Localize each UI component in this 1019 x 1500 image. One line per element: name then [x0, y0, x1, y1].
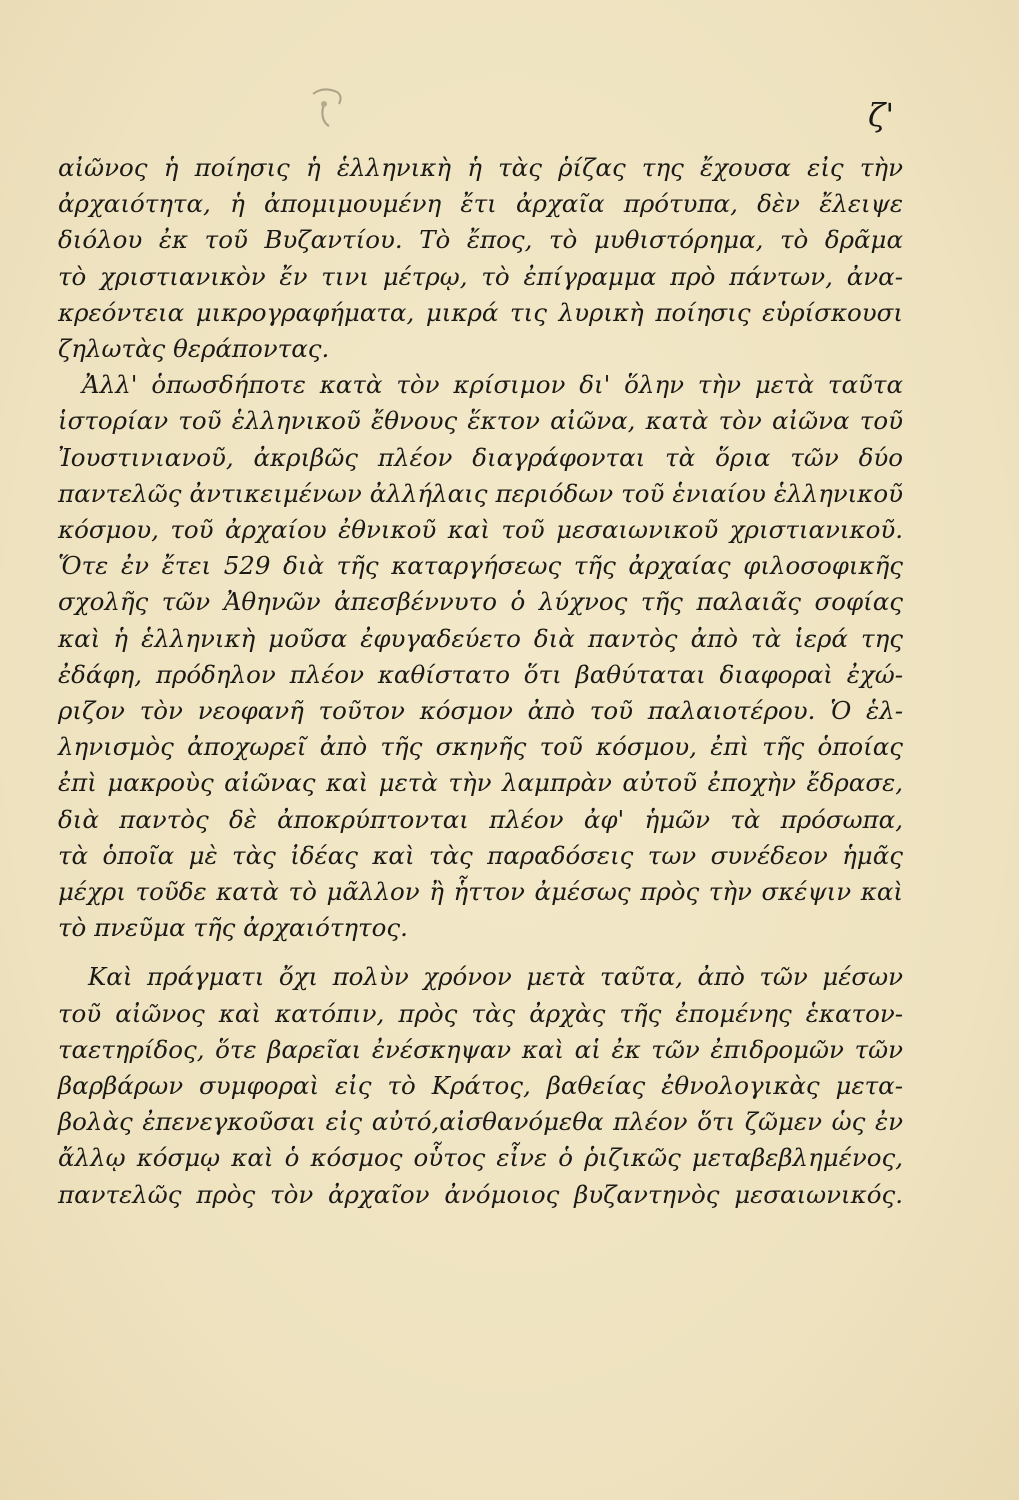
text-line: ἐπὶ μακροὺς αἰῶνας καὶ μετὰ τὴν λαμπρὰν αὐτοῦ ἐποχὴν ἔδρασε,	[58, 768, 903, 798]
text-line: τοῦ αἰῶνος καὶ κατόπιν, πρὸς τὰς ἀρχὰς τῆς ἐπομένης ἑκατον-	[58, 998, 903, 1028]
text-line: σχολῆς τῶν Ἀθηνῶν ἀπεσβέννυτο ὁ λύχνος τῆς παλαιᾶς σοφίας	[58, 587, 903, 617]
text-line: ἐδάφη, πρόδηλον πλέον καθίστατο ὅτι βαθύταται διαφοραὶ ἐχώ-	[58, 659, 903, 689]
text-line: Ἀλλ' ὁπωσδήποτε κατὰ τὸν κρίσιμον δι' ὅλην τὴν μετὰ ταῦτα	[82, 370, 903, 400]
text-line: τὸ πνεῦμα τῆς ἀρχαιότητος.	[58, 913, 408, 943]
body-text	[58, 150, 903, 1213]
text-line: ταετηρίδος, ὅτε βαρεῖαι ἐνέσκηψαν καὶ αἱ ἐκ τῶν ἐπιδρομῶν τῶν	[58, 1034, 903, 1064]
text-line: βολὰς ἐπενεγκοῦσαι εἰς αὐτό,αἰσθανόμεθα πλέον ὅτι ζῶμεν ὡς ἐν	[58, 1107, 903, 1137]
text-line: αἰῶνος ἡ ποίησις ἡ ἑλληνικὴ ἡ τὰς ῥίζας της ἔχουσα εἰς τὴν	[58, 153, 903, 182]
text-line: ζηλωτὰς θεράποντας.	[58, 334, 330, 364]
text-line: βαρβάρων συμφοραὶ εἰς τὸ Κράτος, βαθείας ἐθνολογικὰς μετα-	[58, 1071, 903, 1101]
text-line: παντελῶς ἀντικειμένων ἀλλήλαις περιόδων τοῦ ἑνιαίου ἑλληνικοῦ	[58, 478, 903, 508]
text-line: ριζον τὸν νεοφανῆ τοῦτον κόσμον ἀπὸ τοῦ παλαιοτέρου. Ὁ ἑλ-	[58, 696, 903, 726]
text-line: ληνισμὸς ἀποχωρεῖ ἀπὸ τῆς σκηνῆς τοῦ κόσμου, ἐπὶ τῆς ὁποίας	[58, 732, 903, 762]
text-line: διὰ παντὸς δὲ ἀποκρύπτονται πλέον ἀφ' ἡμῶν τὰ πρόσωπα,	[58, 804, 903, 834]
text-line: Καὶ πράγματι ὄχι πολὺν χρόνον μετὰ ταῦτα, ἀπὸ τῶν μέσων	[88, 962, 903, 992]
library-stamp-icon	[303, 84, 351, 132]
text-line: τὰ ὁποῖα μὲ τὰς ἰδέας καὶ τὰς παραδόσεις των συνέδεον ἡμᾶς	[58, 840, 903, 870]
text-line: παντελῶς πρὸς τὸν ἀρχαῖον ἀνόμοιος βυζαντηνὸς μεσαιωνικός.	[58, 1179, 903, 1209]
paragraph-gap	[58, 946, 903, 959]
paragraph	[58, 959, 903, 1212]
paragraph	[58, 150, 903, 367]
paragraph	[58, 367, 903, 946]
text-line: κρεόντεια μικρογραφήματα, μικρά τις λυρικὴ ποίησις εὑρίσκουσι	[58, 297, 903, 327]
text-line: Ὅτε ἐν ἔτει 529 διὰ τῆς καταργήσεως τῆς ἀρχαίας φιλοσοφικῆς	[58, 551, 903, 581]
text-line: μέχρι τοῦδε κατὰ τὸ μᾶλλον ἢ ἧττον ἀμέσως πρὸς τὴν σκέψιν καὶ	[58, 877, 903, 907]
page-number: ζ'	[868, 96, 895, 134]
text-line: ἄλλῳ κόσμῳ καὶ ὁ κόσμος οὗτος εἶνε ὁ ῥιζικῶς μεταβεβλημένος,	[58, 1143, 903, 1173]
text-line: διόλου ἐκ τοῦ Βυζαντίου. Τὸ ἔπος, τὸ μυθιστόρημα, τὸ δρᾶμα	[58, 225, 903, 255]
text-line: κόσμου, τοῦ ἀρχαίου ἐθνικοῦ καὶ τοῦ μεσαιωνικοῦ χριστιανικοῦ.	[58, 515, 903, 545]
text-line: ἀρχαιότητα, ἡ ἀπομιμουμένη ἔτι ἀρχαῖα πρότυπα, δὲν ἔλειψε	[58, 189, 903, 219]
text-line: Ἰουστινιανοῦ, ἀκριβῶς πλέον διαγράφονται τὰ ὅρια τῶν δύο	[58, 442, 903, 472]
text-line: τὸ χριστιανικὸν ἔν τινι μέτρῳ, τὸ ἐπίγραμμα πρὸ πάντων, ἀνα-	[58, 261, 903, 291]
text-line: καὶ ἡ ἑλληνικὴ μοῦσα ἐφυγαδεύετο διὰ παντὸς ἀπὸ τὰ ἱερά της	[58, 623, 903, 653]
text-line: ἱστορίαν τοῦ ἑλληνικοῦ ἔθνους ἕκτον αἰῶνα, κατὰ τὸν αἰῶνα τοῦ	[58, 406, 903, 436]
